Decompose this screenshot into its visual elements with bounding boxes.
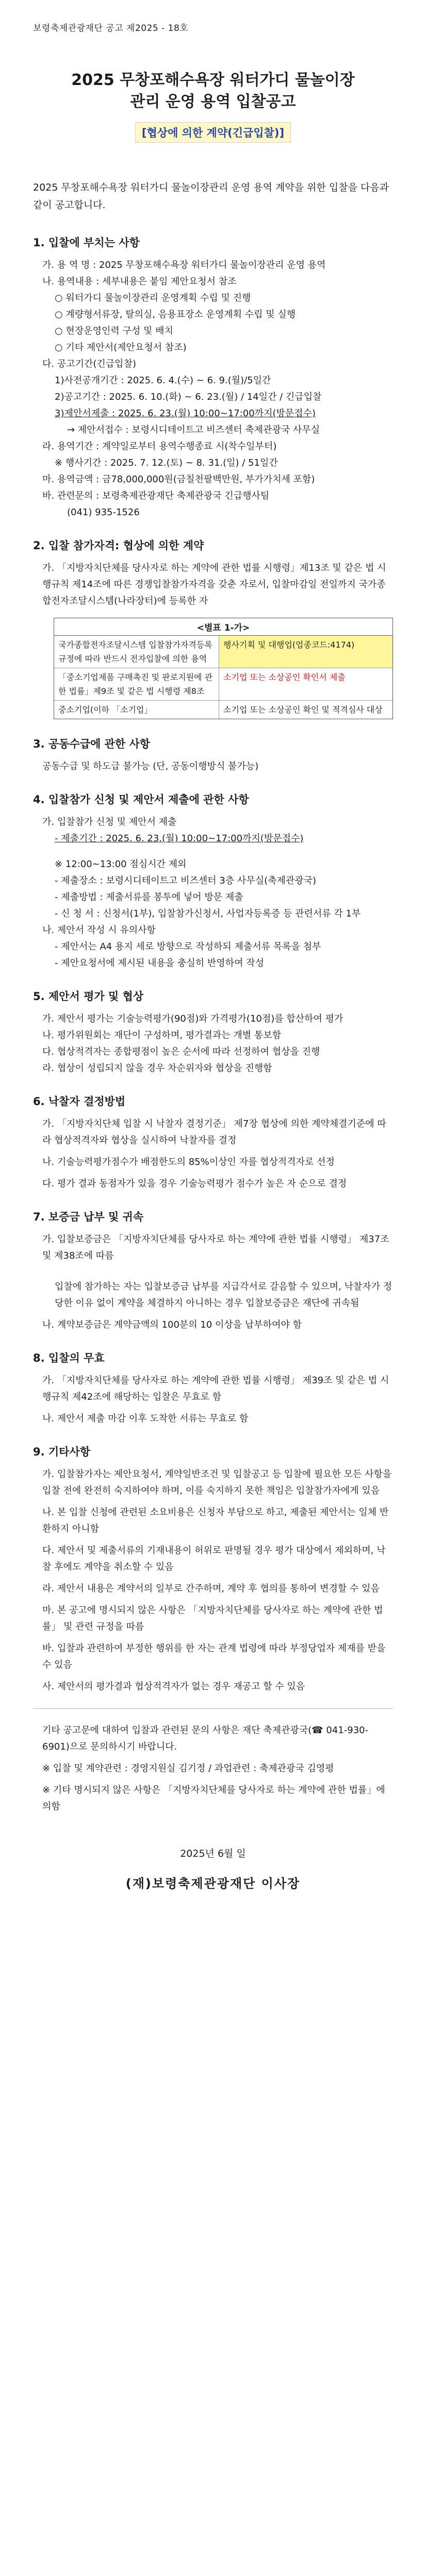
section-paragraph: 마. 본 공고에 명시되지 않은 사항은 「지방자치단체를 당사자로 하는 계약에 관한 법률」 및 관련 규정을 따름 — [42, 1605, 383, 1632]
divider — [33, 1708, 393, 1709]
section-line: - 제안요청서에 제시된 내용을 충실히 반영하여 작성 — [55, 958, 264, 969]
section-line: 가. 용 역 명 : 2025 무창포해수욕장 워터가디 물놀이장관리 운영 용역 — [42, 260, 326, 270]
section-title: 4. 입찰참가 신청 및 제안서 제출에 관한 사항 — [33, 793, 249, 806]
section-paragraph: 나. 계약보증금은 계약금액의 100분의 10 이상을 납부하여야 함 — [42, 1319, 302, 1330]
section-title: 2. 입찰 참가자격: 협상에 의한 계약 — [33, 539, 204, 552]
qualification-row — [54, 636, 392, 668]
section-title: 9. 기타사항 — [33, 1446, 91, 1458]
closing-note: ※ 기타 명시되지 않은 사항은 「지방자치단체를 당사자로 하는 계약에 관한 법률」에 의함 — [42, 1785, 385, 1812]
section-line: - 신 청 서 : 신청서(1부), 입찰참가신청서, 사업자등록증 등 관련서류 각 1부 — [55, 908, 361, 919]
section-paragraph: 가. 「지방자치단체를 당사자로 하는 계약에 관한 법률 시행령」 제39조 및 같은 법 시행규칙 제42조에 해당하는 입찰은 무효로 함 — [42, 1375, 389, 1402]
section-line: 가. 제안서 평가는 기술능력평가(90점)와 가격평가(10점)를 합산하여 평가 — [42, 1013, 343, 1024]
section-line: 3)제안서제출 : 2025. 6. 23.(월) 10:00~17:00까지(방문접수) — [55, 408, 316, 419]
section-line: 1)사전공개기간 : 2025. 6. 4.(수) ~ 6. 9.(월)/5일간 — [55, 375, 271, 386]
issuing-organization: (재)보령축제관광재단 이사장 — [125, 1876, 301, 1891]
issue-date: 2025년 6월 일 — [180, 1848, 246, 1859]
section-paragraph: 입찰에 참가하는 자는 입찰보증금 납부를 지급각서로 갈음할 수 있으며, 낙찰자가 정당한 이유 없이 계약을 체결하지 아니하는 경우 입찰보증금은 재단에 귀속됨 — [55, 1281, 392, 1309]
qualification-value: 행사기획 및 대행업(업종코드:4174) — [219, 636, 392, 668]
section-line: 가. 입찰참가 신청 및 제안서 제출 — [42, 817, 177, 827]
section-title: 5. 제안서 평가 및 협상 — [33, 990, 144, 1003]
section-paragraph: 가. 입찰참가자는 제안요청서, 계약일반조건 및 입찰공고 등 입찰에 필요한 모든 사항을 입찰 전에 완전히 숙지하여야 하며, 이를 숙지하지 못한 책임은 입찰참가자에게 있음 — [42, 1469, 392, 1496]
qualification-table-heading: <별표 1-가> — [54, 618, 392, 636]
document-number: 보령축제관광재단 공고 제2025 - 18호 — [33, 23, 189, 33]
section-line: 바. 관련문의 : 보령축제관광재단 축제관광국 긴급행사팀 — [42, 490, 270, 501]
qualification-value: 소기업 또는 소상공인 확인서 제출 — [223, 672, 346, 682]
section-paragraph: 다. 평가 결과 동점자가 있을 경우 기술능력평가 점수가 높은 자 순으로 결정 — [42, 1178, 347, 1189]
section-paragraph: 다. 제안서 및 제출서류의 기재내용이 허위로 판명될 경우 평가 대상에서 제외하며, 낙찰 후에도 계약을 취소할 수 있음 — [42, 1545, 386, 1572]
section-line: 다. 공고기간(긴급입찰) — [42, 359, 136, 369]
section-paragraph: 가. 「지방자치단체 입찰 시 낙찰자 결정기준」 제7장 협상에 의한 계약체결기준에 따라 협상적격자와 협상을 실시하여 낙찰자를 결정 — [42, 1118, 386, 1146]
section-line: - 제안서는 A4 용지 세로 방향으로 작성하되 제출서류 목록을 첨부 — [55, 941, 321, 952]
signature-block — [33, 1846, 393, 1891]
section-title: 1. 입찰에 부치는 사항 — [33, 236, 140, 249]
closing-note: 기타 공고문에 대하여 입찰과 관련된 문의 사항은 재단 축제관광국(☎ 041-930-6901)으로 문의하시기 바랍니다. — [42, 1725, 369, 1752]
section-line: - 제출기간 : 2025. 6. 23.(월) 10:00~17:00까지(방문접수) — [55, 833, 304, 844]
section-line: 나. 제안서 작성 시 유의사항 — [42, 925, 156, 936]
section-line: ○ 현장운영인력 구성 및 배치 — [55, 326, 173, 336]
section-line: ※ 12:00~13:00 점심시간 제외 — [55, 859, 187, 870]
section-title: 7. 보증금 납부 및 귀속 — [33, 1211, 144, 1223]
section-line: 2)공고기간 : 2025. 6. 10.(화) ~ 6. 23.(월) / 14일간 / 긴급입찰 — [55, 392, 322, 402]
section-line: ○ 기타 제안서(제안요청서 참조) — [55, 342, 187, 353]
section-title: 6. 낙찰자 결정방법 — [33, 1095, 126, 1108]
section-title: 3. 공동수급에 관한 사항 — [33, 738, 151, 750]
section-line: 라. 협상이 성립되지 않을 경우 차순위자와 협상을 진행함 — [42, 1063, 272, 1074]
section-line: 라. 용역기간 : 계약일로부터 용역수행종료 시(착수일부터) — [42, 441, 277, 452]
section-paragraph: 나. 기술능력평가점수가 배점한도의 85%이상인 자를 협상적격자로 선정 — [42, 1157, 335, 1167]
title-line-2: 관리 운영 용역 입찰공고 — [130, 93, 296, 111]
qualification-row — [54, 668, 392, 701]
section-line: ○ 계량형서류장, 탈의실, 음용표장소 운영계획 수립 및 실행 — [55, 309, 296, 320]
section-paragraph: 사. 제안서의 평가결과 협상적격자가 없는 경우 재공고 할 수 있음 — [42, 1681, 305, 1692]
intro-paragraph: 2025 무창포해수욕장 워터가디 물놀이장관리 운영 용역 계약을 위한 입찰을 다음과 같이 공고합니다. — [33, 182, 389, 211]
section-paragraph: 가. 「지방자치단체를 당사자로 하는 계약에 관한 법률 시행령」제13조 및 같은 법 시행규칙 제14조에 따른 경쟁입찰참가자격을 갖춘 자로서, 입찰마감일 전일까지 국가종합전자조달시스템(나라장터)에 등록한 자 — [42, 563, 386, 606]
contract-type-label: [협상에 의한 계약(긴급입찰)] — [135, 122, 291, 143]
qualification-value: 소기업 또는 소상공인 확인 및 적격심사 대상 — [223, 705, 383, 715]
section-paragraph: 라. 제안서 내용은 계약서의 일부로 간주하며, 계약 후 협의를 통하여 변경할 수 있음 — [42, 1583, 380, 1594]
qualification-row — [54, 701, 392, 719]
section-line: - 제출방법 : 제출서류를 봉투에 넣어 방문 제출 — [55, 892, 243, 903]
section-paragraph: 나. 제안서 제출 마감 이후 도착한 서류는 무효로 함 — [42, 1413, 249, 1424]
section-line: 나. 용역내용 : 세부내용은 붙임 제안요청서 참조 — [42, 276, 237, 287]
qualification-label: 중소기업(이하 「소기업」 — [54, 701, 219, 719]
section-title: 8. 입찰의 무효 — [33, 1352, 105, 1364]
contract-type-tag — [33, 122, 393, 143]
document-title — [33, 70, 393, 113]
section-line: 나. 평가위원회는 재단이 구성하며, 평가결과는 개별 통보함 — [42, 1030, 282, 1041]
section-line: 마. 용역금액 : 금78,000,000원(금칠천팔백만원, 부가가치세 포함) — [42, 474, 315, 485]
section-line: ○ 워터가디 물놀이장관리 운영계획 수립 및 진행 — [55, 293, 251, 303]
section-paragraph: 나. 본 입찰 신청에 관련된 소요비용은 신청자 부담으로 하고, 제출된 제안서는 일체 반환하지 아니함 — [42, 1507, 389, 1534]
section-line: 다. 협상적격자는 종합평점이 높은 순서에 따라 선정하여 협상을 진행 — [42, 1046, 320, 1057]
section-line: → 제안서접수 : 보령시디테이트고 비즈센터 축제관광국 사무실 — [67, 425, 320, 435]
section-line: - 제출장소 : 보령시디테이트고 비즈센터 3층 사무실(축제관광국) — [55, 875, 317, 886]
section-paragraph: 바. 입찰과 관련하여 부정한 행위를 한 자는 관계 법령에 따라 부정당업자 제재를 받을 수 있음 — [42, 1643, 386, 1670]
section-line: (041) 935-1526 — [67, 507, 140, 518]
qualification-table — [54, 618, 393, 719]
qualification-label: 「중소기업제품 구매촉진 및 판로지원에 관한 법률」제9조 및 같은 법 시행령 제8조 — [54, 668, 219, 700]
section-line: ※ 행사기간 : 2025. 7. 12.(토) ~ 8. 31.(일) / 51일간 — [55, 457, 278, 468]
qualification-label: 국가종합전자조달시스템 입찰참가자격등록규정에 따라 반드시 전자입찰에 의한 용역 — [54, 636, 219, 668]
section-line: 공동수급 및 하도급 불가능 (단, 공동이행방식 불가능) — [42, 761, 259, 772]
section-paragraph: 가. 입찰보증금은 「지방자치단체를 당사자로 하는 계약에 관한 법률 시행령」 제37조 및 제38조에 따름 — [42, 1234, 389, 1261]
closing-note: ※ 입찰 및 계약관련 : 경영지원실 김기정 / 과업관련 : 축제관광국 김영평 — [42, 1763, 334, 1774]
title-line-1: 2025 무창포해수욕장 워터가디 물놀이장 — [71, 71, 355, 89]
